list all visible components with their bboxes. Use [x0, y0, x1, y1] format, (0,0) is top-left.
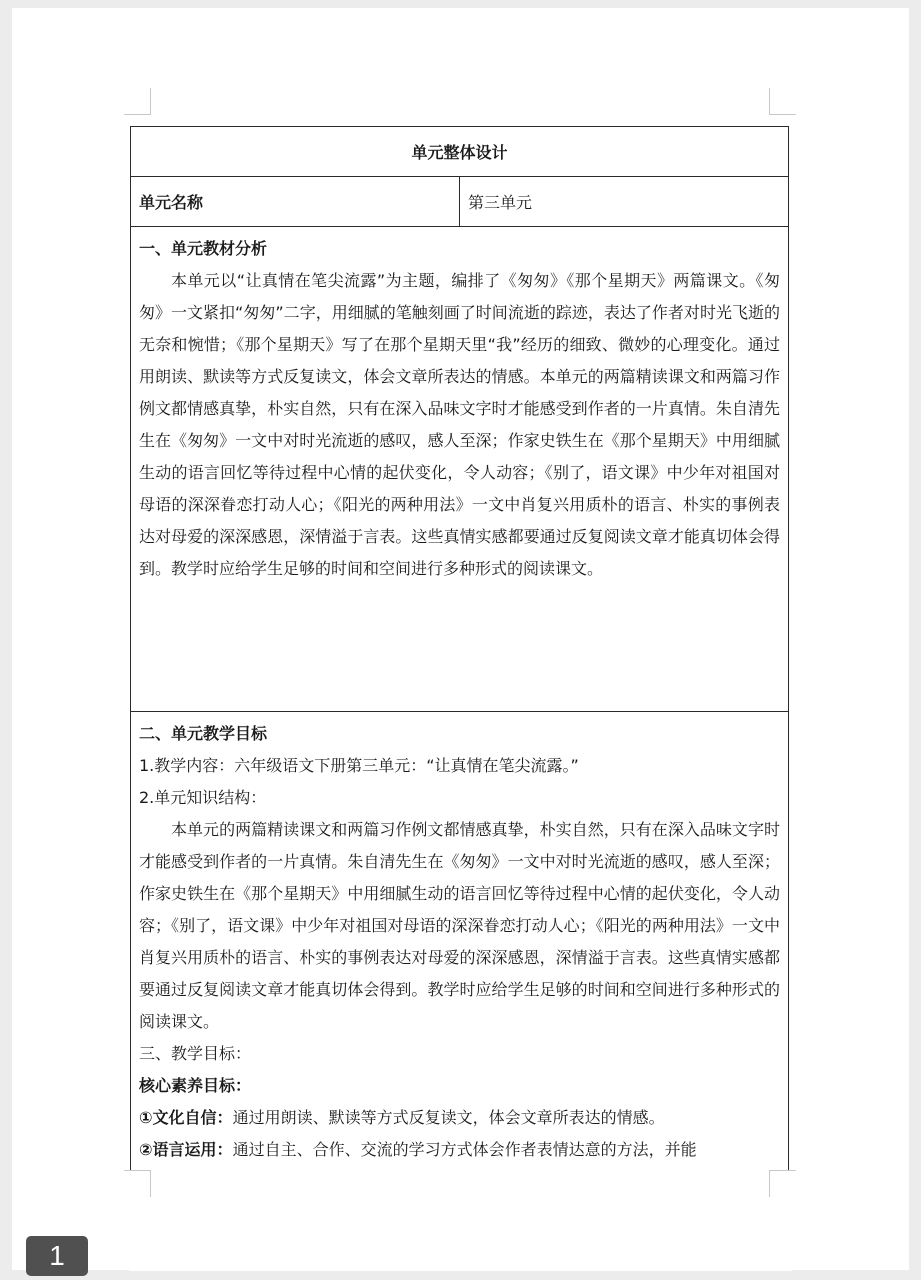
- section1-heading: 一、单元教材分析: [139, 239, 268, 258]
- section2-heading: 二、单元教学目标: [139, 724, 268, 743]
- crop-mark-bottom-left: [124, 1170, 151, 1197]
- crop-mark-top-left: [124, 88, 151, 115]
- unit-design-table: [130, 126, 789, 1176]
- goal1-text: 通过用朗读、默读等方式反复读文，体会文章所表达的情感。: [232, 1108, 665, 1127]
- crop-mark-bottom-right: [769, 1170, 796, 1197]
- core-literacy-heading: 核心素养目标：: [139, 1076, 252, 1095]
- section2-body: 本单元的两篇精读课文和两篇习作例文都情感真挚，朴实自然，只有在深入品味文字时才能感受到作者的一片真情。朱自清先生在《匆匆》一文中对时光流逝的感叹，感人至深；作家史铁生在《那个星期天》中用细腻生动的语言回忆等待过程中心情的起伏变化，令人动容；《别了，语文课》中少年对祖国对母语的深深眷恋打动人心；《阳光的两种用法》一文中肖复兴用质朴的语言、朴实的事例表达对母爱的深深感恩，深情溢于言表。这些真情实感都要通过反复阅读文章才能真切体会得到。教学时应给学生足够的时间和空间进行多种形式的阅读课文。: [139, 820, 780, 1031]
- section1-body: 本单元以“让真情在笔尖流露”为主题，编排了《匆匆》《那个星期天》两篇课文。《匆匆》一文紧扣“匆匆”二字，用细腻的笔触刻画了时间流逝的踪迹，表达了作者对时光飞逝的无奈和惋惜；《那个星期天》写了在那个星期天里“我”经历的细致、微妙的心理变化。通过用朗读、默读等方式反复读文，体会文章所表达的情感。本单元的两篇精读课文和两篇习作例文都情感真挚，朴实自然，只有在深入品味文字时才能感受到作者的一片真情。朱自清先生在《匆匆》一文中对时光流逝的感叹，感人至深；作家史铁生在《那个星期天》中用细腻生动的语言回忆等待过程中心情的起伏变化，令人动容；《别了，语文课》中少年对祖国对母语的深深眷恋打动人心；《阳光的两种用法》一文中肖复兴用质朴的语言、朴实的事例表达对母爱的深深感恩，深情溢于言表。这些真情实感都要通过反复阅读文章才能真切体会得到。教学时应给学生足够的时间和空间进行多种形式的阅读课文。: [139, 271, 780, 578]
- goal1-label: ①文化自信：: [139, 1108, 233, 1127]
- unit-name-value: 第三单元: [460, 177, 789, 227]
- unit-name-label: 单元名称: [131, 177, 460, 227]
- goal-language-use: [139, 1134, 780, 1166]
- section-teaching-goals: [131, 712, 789, 1177]
- page-number-indicator[interactable]: 1: [26, 1236, 88, 1276]
- teaching-content-line: 1.教学内容：六年级语文下册第三单元：“让真情在笔尖流露。”: [139, 756, 579, 775]
- section-material-analysis: [131, 227, 789, 712]
- goal2-label: ②语言运用：: [139, 1140, 233, 1159]
- page-bottom-margin: [129, 1171, 792, 1271]
- goal-cultural-confidence: [139, 1102, 780, 1134]
- crop-mark-top-right: [769, 88, 796, 115]
- teaching-goals-line: 三、教学目标：: [139, 1044, 252, 1063]
- goal2-text: 通过自主、合作、交流的学习方式体会作者表情达意的方法，并能: [232, 1140, 697, 1159]
- table-title: 单元整体设计: [131, 127, 789, 177]
- knowledge-structure-line: 2.单元知识结构：: [139, 788, 267, 807]
